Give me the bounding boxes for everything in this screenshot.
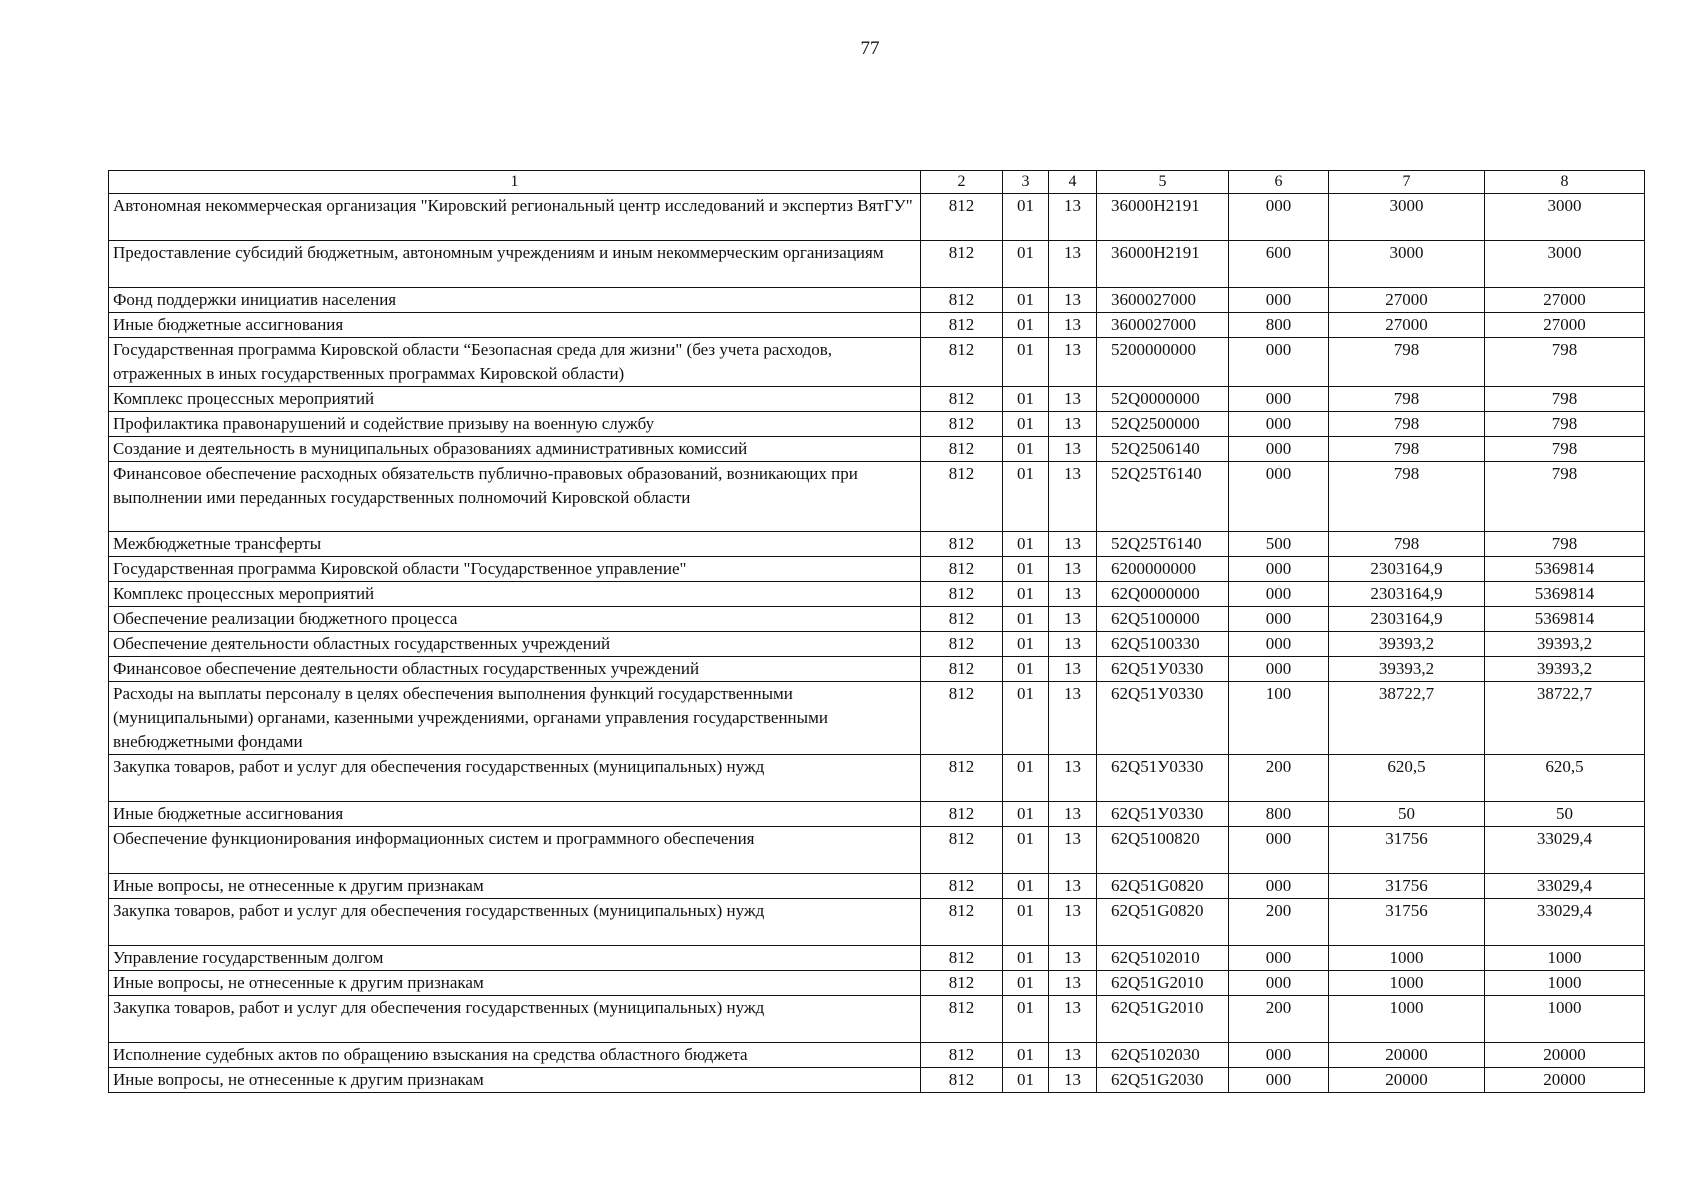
podrazdel-cell: 13 — [1049, 946, 1097, 971]
row-name-cell: Иные бюджетные ассигнования — [109, 802, 921, 827]
amount-col8-cell: 798 — [1485, 412, 1645, 437]
podrazdel-cell: 13 — [1049, 682, 1097, 755]
row-name-cell: Межбюджетные трансферты — [109, 532, 921, 557]
code-glavy-cell: 812 — [921, 657, 1003, 682]
target-article-cell: 52Q2500000 — [1097, 412, 1229, 437]
table-row — [109, 755, 1645, 802]
target-article-cell: 62Q51G0820 — [1097, 899, 1229, 946]
table-row — [109, 387, 1645, 412]
target-article-cell: 6200000000 — [1097, 557, 1229, 582]
amount-col7-cell: 798 — [1329, 532, 1485, 557]
code-glavy-cell: 812 — [921, 194, 1003, 241]
code-glavy-cell: 812 — [921, 632, 1003, 657]
table-row — [109, 412, 1645, 437]
razdel-cell: 01 — [1003, 194, 1049, 241]
target-article-cell: 62Q5100000 — [1097, 607, 1229, 632]
code-glavy-cell: 812 — [921, 532, 1003, 557]
code-glavy-cell: 812 — [921, 557, 1003, 582]
amount-col8-cell: 1000 — [1485, 971, 1645, 996]
razdel-cell: 01 — [1003, 755, 1049, 802]
table-row — [109, 899, 1645, 946]
expense-type-cell: 000 — [1229, 827, 1329, 874]
target-article-cell: 62Q5100820 — [1097, 827, 1229, 874]
amount-col8-cell: 1000 — [1485, 996, 1645, 1043]
razdel-cell: 01 — [1003, 1043, 1049, 1068]
expense-type-cell: 000 — [1229, 1068, 1329, 1093]
expense-type-cell: 000 — [1229, 657, 1329, 682]
expense-type-cell: 000 — [1229, 582, 1329, 607]
razdel-cell: 01 — [1003, 1068, 1049, 1093]
row-name-cell: Комплекс процессных мероприятий — [109, 387, 921, 412]
razdel-cell: 01 — [1003, 582, 1049, 607]
page-number: 77 — [860, 38, 880, 59]
code-glavy-cell: 812 — [921, 1043, 1003, 1068]
amount-col7-cell: 620,5 — [1329, 755, 1485, 802]
expense-type-cell: 000 — [1229, 971, 1329, 996]
target-article-cell: 62Q5102010 — [1097, 946, 1229, 971]
row-name-cell: Комплекс процессных мероприятий — [109, 582, 921, 607]
table-row — [109, 802, 1645, 827]
amount-col7-cell: 31756 — [1329, 827, 1485, 874]
target-article-cell: 62Q51У0330 — [1097, 802, 1229, 827]
table-row — [109, 657, 1645, 682]
amount-col8-cell: 798 — [1485, 387, 1645, 412]
amount-col8-cell: 1000 — [1485, 946, 1645, 971]
row-name-cell: Финансовое обеспечение деятельности областных государственных учреждений — [109, 657, 921, 682]
row-name-cell: Создание и деятельность в муниципальных образованиях административных комиссий — [109, 437, 921, 462]
razdel-cell: 01 — [1003, 802, 1049, 827]
razdel-cell: 01 — [1003, 682, 1049, 755]
amount-col7-cell: 39393,2 — [1329, 657, 1485, 682]
row-name-cell: Финансовое обеспечение расходных обязательств публично-правовых образований, возникающих при выполнении ими переданных государственных полномочий Кировской области — [109, 462, 921, 532]
amount-col7-cell: 27000 — [1329, 313, 1485, 338]
target-article-cell: 62Q51У0330 — [1097, 682, 1229, 755]
row-name-cell: Исполнение судебных актов по обращению взыскания на средства областного бюджета — [109, 1043, 921, 1068]
row-name-cell: Государственная программа Кировской области "Государственное управление" — [109, 557, 921, 582]
razdel-cell: 01 — [1003, 241, 1049, 288]
podrazdel-cell: 13 — [1049, 1043, 1097, 1068]
podrazdel-cell: 13 — [1049, 607, 1097, 632]
razdel-cell: 01 — [1003, 899, 1049, 946]
razdel-cell: 01 — [1003, 313, 1049, 338]
row-name-cell: Профилактика правонарушений и содействие призыву на военную службу — [109, 412, 921, 437]
table-row — [109, 338, 1645, 387]
razdel-cell: 01 — [1003, 946, 1049, 971]
expense-type-cell: 000 — [1229, 1043, 1329, 1068]
expense-type-cell: 000 — [1229, 387, 1329, 412]
target-article-cell: 62Q51У0330 — [1097, 755, 1229, 802]
row-name-cell: Расходы на выплаты персоналу в целях обеспечения выполнения функций государственными (муниципальными) органами, казенными учреждениями, органами управления государственными внебюджетными фондами — [109, 682, 921, 755]
row-name-cell: Иные вопросы, не отнесенные к другим признакам — [109, 1068, 921, 1093]
row-name-cell: Иные бюджетные ассигнования — [109, 313, 921, 338]
podrazdel-cell: 13 — [1049, 288, 1097, 313]
expense-type-cell: 000 — [1229, 946, 1329, 971]
amount-col8-cell: 39393,2 — [1485, 657, 1645, 682]
amount-col7-cell: 798 — [1329, 412, 1485, 437]
expense-type-cell: 200 — [1229, 996, 1329, 1043]
razdel-cell: 01 — [1003, 557, 1049, 582]
table-row — [109, 996, 1645, 1043]
code-glavy-cell: 812 — [921, 462, 1003, 532]
row-name-cell: Предоставление субсидий бюджетным, автономным учреждениям и иным некоммерческим организациям — [109, 241, 921, 288]
code-glavy-cell: 812 — [921, 582, 1003, 607]
column-header: 4 — [1049, 171, 1097, 194]
table-row — [109, 557, 1645, 582]
amount-col8-cell: 50 — [1485, 802, 1645, 827]
podrazdel-cell: 13 — [1049, 657, 1097, 682]
amount-col7-cell: 1000 — [1329, 946, 1485, 971]
table-row — [109, 437, 1645, 462]
podrazdel-cell: 13 — [1049, 557, 1097, 582]
target-article-cell: 62Q5102030 — [1097, 1043, 1229, 1068]
table-row — [109, 582, 1645, 607]
row-name-cell: Обеспечение реализации бюджетного процесса — [109, 607, 921, 632]
table-row — [109, 1068, 1645, 1093]
razdel-cell: 01 — [1003, 607, 1049, 632]
target-article-cell: 36000Н2191 — [1097, 241, 1229, 288]
table-row — [109, 874, 1645, 899]
amount-col8-cell: 798 — [1485, 437, 1645, 462]
column-header: 6 — [1229, 171, 1329, 194]
podrazdel-cell: 13 — [1049, 632, 1097, 657]
expense-type-cell: 500 — [1229, 532, 1329, 557]
amount-col7-cell: 31756 — [1329, 899, 1485, 946]
amount-col7-cell: 39393,2 — [1329, 632, 1485, 657]
expense-type-cell: 600 — [1229, 241, 1329, 288]
code-glavy-cell: 812 — [921, 946, 1003, 971]
table-row — [109, 632, 1645, 657]
table-row — [109, 607, 1645, 632]
code-glavy-cell: 812 — [921, 241, 1003, 288]
row-name-cell: Управление государственным долгом — [109, 946, 921, 971]
razdel-cell: 01 — [1003, 632, 1049, 657]
expense-type-cell: 200 — [1229, 755, 1329, 802]
podrazdel-cell: 13 — [1049, 899, 1097, 946]
target-article-cell: 62Q51G2010 — [1097, 996, 1229, 1043]
table-row — [109, 194, 1645, 241]
target-article-cell: 52Q25Т6140 — [1097, 532, 1229, 557]
podrazdel-cell: 13 — [1049, 755, 1097, 802]
amount-col7-cell: 38722,7 — [1329, 682, 1485, 755]
amount-col8-cell: 798 — [1485, 532, 1645, 557]
amount-col7-cell: 27000 — [1329, 288, 1485, 313]
amount-col8-cell: 39393,2 — [1485, 632, 1645, 657]
expense-type-cell: 000 — [1229, 412, 1329, 437]
razdel-cell: 01 — [1003, 996, 1049, 1043]
amount-col8-cell: 3000 — [1485, 241, 1645, 288]
amount-col8-cell: 3000 — [1485, 194, 1645, 241]
budget-table — [108, 170, 1645, 1093]
target-article-cell: 5200000000 — [1097, 338, 1229, 387]
target-article-cell: 3600027000 — [1097, 313, 1229, 338]
amount-col7-cell: 50 — [1329, 802, 1485, 827]
code-glavy-cell: 812 — [921, 827, 1003, 874]
target-article-cell: 62Q5100330 — [1097, 632, 1229, 657]
target-article-cell: 3600027000 — [1097, 288, 1229, 313]
razdel-cell: 01 — [1003, 462, 1049, 532]
code-glavy-cell: 812 — [921, 437, 1003, 462]
razdel-cell: 01 — [1003, 874, 1049, 899]
amount-col7-cell: 798 — [1329, 437, 1485, 462]
podrazdel-cell: 13 — [1049, 241, 1097, 288]
podrazdel-cell: 13 — [1049, 313, 1097, 338]
column-header: 5 — [1097, 171, 1229, 194]
table-row — [109, 682, 1645, 755]
amount-col8-cell: 33029,4 — [1485, 827, 1645, 874]
amount-col8-cell: 38722,7 — [1485, 682, 1645, 755]
amount-col7-cell: 20000 — [1329, 1068, 1485, 1093]
row-name-cell: Обеспечение функционирования информационных систем и программного обеспечения — [109, 827, 921, 874]
target-article-cell: 62Q51G0820 — [1097, 874, 1229, 899]
razdel-cell: 01 — [1003, 532, 1049, 557]
row-name-cell: Закупка товаров, работ и услуг для обеспечения государственных (муниципальных) нужд — [109, 755, 921, 802]
code-glavy-cell: 812 — [921, 802, 1003, 827]
column-header: 8 — [1485, 171, 1645, 194]
amount-col8-cell: 27000 — [1485, 313, 1645, 338]
target-article-cell: 52Q0000000 — [1097, 387, 1229, 412]
row-name-cell: Закупка товаров, работ и услуг для обеспечения государственных (муниципальных) нужд — [109, 899, 921, 946]
row-name-cell: Государственная программа Кировской области “Безопасная среда для жизни" (без учета расходов, отраженных в иных государственных программах Кировской области) — [109, 338, 921, 387]
code-glavy-cell: 812 — [921, 338, 1003, 387]
code-glavy-cell: 812 — [921, 1068, 1003, 1093]
code-glavy-cell: 812 — [921, 874, 1003, 899]
expense-type-cell: 000 — [1229, 462, 1329, 532]
expense-type-cell: 000 — [1229, 288, 1329, 313]
column-header: 1 — [109, 171, 921, 194]
row-name-cell: Обеспечение деятельности областных государственных учреждений — [109, 632, 921, 657]
target-article-cell: 52Q25Т6140 — [1097, 462, 1229, 532]
amount-col8-cell: 33029,4 — [1485, 874, 1645, 899]
code-glavy-cell: 812 — [921, 412, 1003, 437]
code-glavy-cell: 812 — [921, 313, 1003, 338]
target-article-cell: 62Q51У0330 — [1097, 657, 1229, 682]
amount-col7-cell: 798 — [1329, 387, 1485, 412]
podrazdel-cell: 13 — [1049, 462, 1097, 532]
target-article-cell: 36000Н2191 — [1097, 194, 1229, 241]
podrazdel-cell: 13 — [1049, 1068, 1097, 1093]
amount-col8-cell: 20000 — [1485, 1068, 1645, 1093]
expense-type-cell: 000 — [1229, 437, 1329, 462]
amount-col8-cell: 33029,4 — [1485, 899, 1645, 946]
table-row — [109, 313, 1645, 338]
code-glavy-cell: 812 — [921, 996, 1003, 1043]
podrazdel-cell: 13 — [1049, 827, 1097, 874]
amount-col7-cell: 2303164,9 — [1329, 607, 1485, 632]
table-row — [109, 241, 1645, 288]
row-name-cell: Иные вопросы, не отнесенные к другим признакам — [109, 874, 921, 899]
expense-type-cell: 100 — [1229, 682, 1329, 755]
amount-col7-cell: 31756 — [1329, 874, 1485, 899]
amount-col8-cell: 620,5 — [1485, 755, 1645, 802]
code-glavy-cell: 812 — [921, 755, 1003, 802]
table-body — [109, 194, 1645, 1093]
podrazdel-cell: 13 — [1049, 194, 1097, 241]
row-name-cell: Иные вопросы, не отнесенные к другим признакам — [109, 971, 921, 996]
table-row — [109, 532, 1645, 557]
podrazdel-cell: 13 — [1049, 582, 1097, 607]
table-row — [109, 1043, 1645, 1068]
amount-col7-cell: 2303164,9 — [1329, 557, 1485, 582]
amount-col7-cell: 20000 — [1329, 1043, 1485, 1068]
amount-col8-cell: 5369814 — [1485, 557, 1645, 582]
amount-col8-cell: 5369814 — [1485, 607, 1645, 632]
target-article-cell: 62Q51G2030 — [1097, 1068, 1229, 1093]
amount-col7-cell: 1000 — [1329, 996, 1485, 1043]
code-glavy-cell: 812 — [921, 971, 1003, 996]
table-row — [109, 946, 1645, 971]
code-glavy-cell: 812 — [921, 387, 1003, 412]
table-row — [109, 462, 1645, 532]
code-glavy-cell: 812 — [921, 288, 1003, 313]
table-row — [109, 288, 1645, 313]
target-article-cell: 52Q2506140 — [1097, 437, 1229, 462]
amount-col8-cell: 798 — [1485, 462, 1645, 532]
amount-col8-cell: 798 — [1485, 338, 1645, 387]
podrazdel-cell: 13 — [1049, 387, 1097, 412]
razdel-cell: 01 — [1003, 657, 1049, 682]
razdel-cell: 01 — [1003, 338, 1049, 387]
expense-type-cell: 000 — [1229, 194, 1329, 241]
code-glavy-cell: 812 — [921, 899, 1003, 946]
podrazdel-cell: 13 — [1049, 412, 1097, 437]
target-article-cell: 62Q0000000 — [1097, 582, 1229, 607]
column-header: 7 — [1329, 171, 1485, 194]
code-glavy-cell: 812 — [921, 607, 1003, 632]
expense-type-cell: 000 — [1229, 632, 1329, 657]
amount-col7-cell: 1000 — [1329, 971, 1485, 996]
expense-type-cell: 000 — [1229, 607, 1329, 632]
header-row — [109, 171, 1645, 194]
razdel-cell: 01 — [1003, 288, 1049, 313]
column-header: 3 — [1003, 171, 1049, 194]
amount-col8-cell: 5369814 — [1485, 582, 1645, 607]
amount-col8-cell: 20000 — [1485, 1043, 1645, 1068]
podrazdel-cell: 13 — [1049, 338, 1097, 387]
podrazdel-cell: 13 — [1049, 437, 1097, 462]
column-header: 2 — [921, 171, 1003, 194]
podrazdel-cell: 13 — [1049, 996, 1097, 1043]
podrazdel-cell: 13 — [1049, 874, 1097, 899]
expense-type-cell: 800 — [1229, 802, 1329, 827]
amount-col8-cell: 27000 — [1485, 288, 1645, 313]
expense-type-cell: 800 — [1229, 313, 1329, 338]
row-name-cell: Автономная некоммерческая организация "Кировский региональный центр исследований и экспертиз ВятГУ" — [109, 194, 921, 241]
razdel-cell: 01 — [1003, 387, 1049, 412]
razdel-cell: 01 — [1003, 827, 1049, 874]
podrazdel-cell: 13 — [1049, 532, 1097, 557]
amount-col7-cell: 798 — [1329, 462, 1485, 532]
expense-type-cell: 200 — [1229, 899, 1329, 946]
amount-col7-cell: 2303164,9 — [1329, 582, 1485, 607]
amount-col7-cell: 798 — [1329, 338, 1485, 387]
expense-type-cell: 000 — [1229, 557, 1329, 582]
row-name-cell: Закупка товаров, работ и услуг для обеспечения государственных (муниципальных) нужд — [109, 996, 921, 1043]
row-name-cell: Фонд поддержки инициатив населения — [109, 288, 921, 313]
razdel-cell: 01 — [1003, 437, 1049, 462]
table-row — [109, 827, 1645, 874]
amount-col7-cell: 3000 — [1329, 194, 1485, 241]
razdel-cell: 01 — [1003, 971, 1049, 996]
expense-type-cell: 000 — [1229, 874, 1329, 899]
table-row — [109, 971, 1645, 996]
target-article-cell: 62Q51G2010 — [1097, 971, 1229, 996]
expense-type-cell: 000 — [1229, 338, 1329, 387]
podrazdel-cell: 13 — [1049, 971, 1097, 996]
razdel-cell: 01 — [1003, 412, 1049, 437]
podrazdel-cell: 13 — [1049, 802, 1097, 827]
amount-col7-cell: 3000 — [1329, 241, 1485, 288]
code-glavy-cell: 812 — [921, 682, 1003, 755]
